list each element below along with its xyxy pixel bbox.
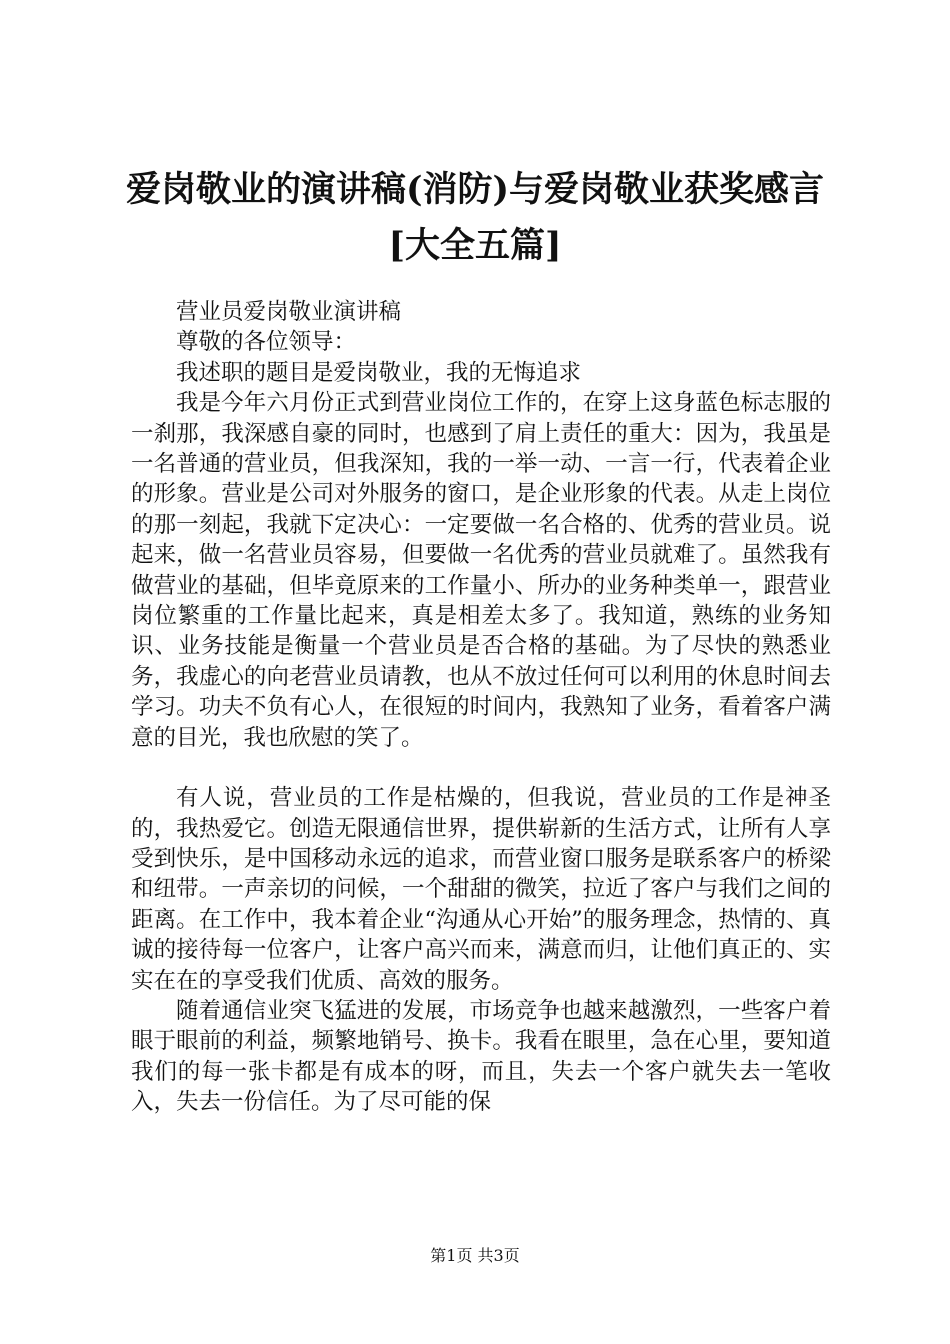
paragraph-topic: 我述职的题目是爱岗敬业，我的无悔追求 [176,359,582,386]
paragraph-body: 随着通信业突飞猛进的发展，市场竞争也越来越激烈，一些客户着眼于眼前的利益，频繁地销号、换卡。我看在眼里，急在心里，要知道我们的每一张卡都是有成本的呀，而且，失去一个客户就失去一笔收入，失去一份信任。为了尽可能的保 [131,997,831,1116]
paragraph-heading: 营业员爱岗敬业演讲稿 [176,299,402,325]
page-number-footer: 第1页 共3页 [430,1246,520,1265]
paragraph-salutation: 尊敬的各位领导： [176,329,357,356]
document-title-line-1: 爱岗敬业的演讲稿(消防)与爱岗敬业获奖感言 [125,169,825,210]
document-body [131,297,831,1118]
paragraph-body: 有人说，营业员的工作是枯燥的，但我说，营业员的工作是神圣的，我热爱它。创造无限通信世界，提供崭新的生活方式，让所有人享受到快乐，是中国移动永远的追求，而营业窗口服务是联系客户的桥梁和纽带。一声亲切的问候，一个甜甜的微笑，拉近了客户与我们之间的距离。在工作中，我本着企业“沟通从心开始”的服务理念，热情的、真诚的接待每一位客户，让客户高兴而来，满意而归，让他们真正的、实实在在的享受我们优质、高效的服务。 [131,785,831,994]
paragraph-body: 我是今年六月份正式到营业岗位工作的，在穿上这身蓝色标志服的一刹那，我深感自豪的同时，也感到了肩上责任的重大：因为，我虽是一名普通的营业员，但我深知，我的一举一动、一言一行，代表着企业的形象。营业是公司对外服务的窗口，是企业形象的代表。从走上岗位的那一刻起，我就下定决心：一定要做一名合格的、优秀的营业员。说起来，做一名营业员容易，但要做一名优秀的营业员就难了。虽然我有做营业的基础，但毕竟原来的工作量小、所办的业务种类单一，跟营业岗位繁重的工作量比起来，真是相差太多了。我知道，熟练的业务知识、业务技能是衡量一个营业员是否合格的基础。为了尽快的熟悉业务，我虚心的向老营业员请教，也从不放过任何可以利用的休息时间去学习。功夫不负有心人，在很短的时间内，我熟知了业务，看着客户满意的目光，我也欣慰的笑了。 [131,390,831,751]
document-title-line-2: [大全五篇] [388,225,562,266]
